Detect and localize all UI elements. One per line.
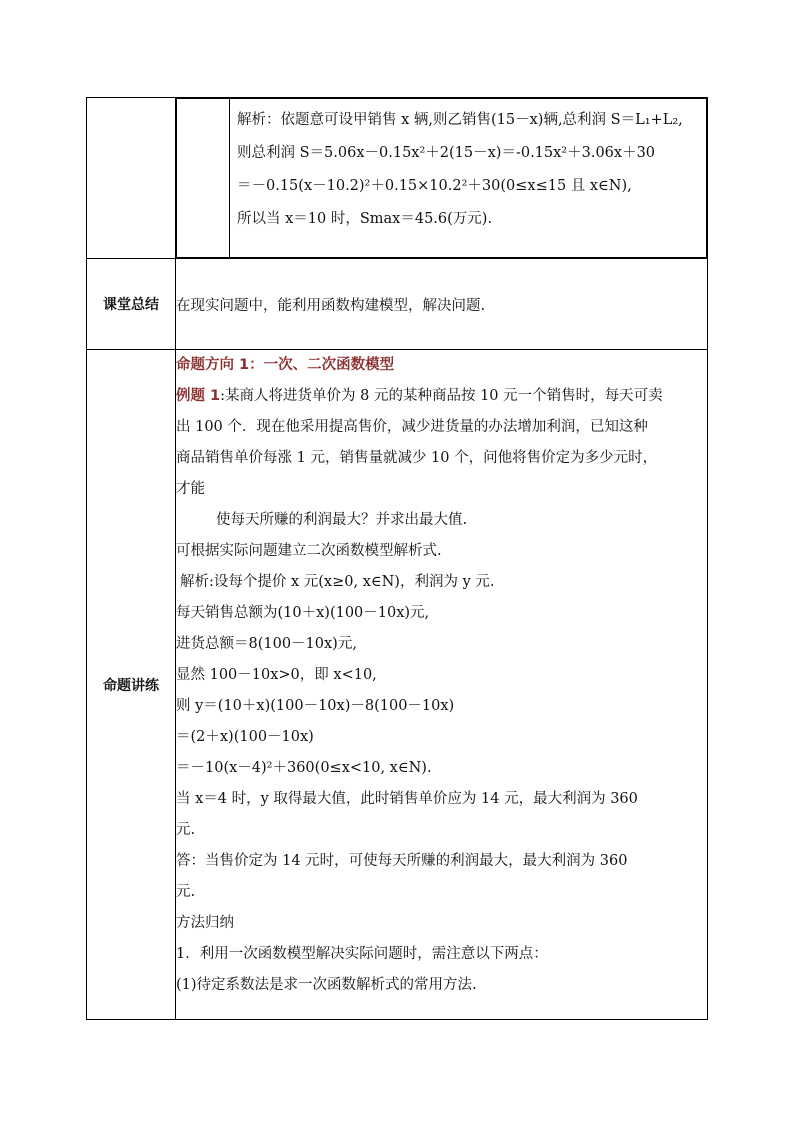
example-line-5: 使每天所赚的利润最大？并求出最大值. (216, 512, 468, 528)
training-line-8: 每天销售总额为(10＋x)(100－10x)元, (176, 605, 430, 621)
analysis-row (87, 98, 708, 259)
training-line-10: 显然 100－10x>0，即 x<10, (176, 667, 377, 683)
training-line-16: 答：当售价定为 14 元时，可使每天所赚的利润最大，最大利润为 360 (176, 853, 628, 869)
training-line-18: 方法归纳 (176, 915, 234, 931)
summary-text: 在现实问题中，能利用函数构建模型，解决问题. (176, 259, 708, 350)
training-line-19: 1．利用一次函数模型解决实际问题时，需注意以下两点： (176, 946, 548, 962)
example-line-2: 出 100 个．现在他采用提高售价，减少进货量的办法增加利润，已知这种 (176, 419, 648, 435)
summary-row (87, 259, 708, 350)
training-line-20: (1)待定系数法是求一次函数解析式的常用方法. (176, 977, 477, 993)
training-content-cell (176, 350, 708, 1020)
analysis-row-label-cell (87, 98, 176, 259)
analysis-line-1: 解析：依题意可设甲销售 x 辆,则乙销售(15－x)辆,总利润 S＝L₁+L₂, (237, 112, 683, 128)
analysis-line-3: ＝－0.15(x－10.2)²＋0.15×10.2²＋30(0≤x≤15 且 x∈N), (237, 178, 632, 194)
analysis-line-4: 所以当 x＝10 时，Smax＝45.6(万元). (237, 211, 493, 227)
training-line-12: ＝(2＋x)(100－10x) (176, 729, 314, 745)
analysis-line-2: 则总利润 S＝5.06x－0.15x²＋2(15－x)＝-0.15x²＋3.06x＋30 (237, 145, 656, 161)
training-heading: 命题方向 1：一次、二次函数模型 (176, 357, 395, 373)
example-line-4: 才能 (176, 481, 205, 497)
training-line-15: 元. (176, 822, 196, 838)
training-line-17: 元. (176, 884, 196, 900)
example-text-1: :某商人将进货单价为 8 元的某种商品按 10 元一个销售时，每天可卖 (220, 388, 663, 404)
training-line-6: 可根据实际问题建立二次函数模型解析式. (176, 543, 442, 559)
training-label: 命题讲练 (87, 350, 176, 1020)
training-line-11: 则 y＝(10＋x)(100－10x)－8(100－10x) (176, 698, 455, 714)
training-line-13: ＝－10(x－4)²＋360(0≤x<10, x∈N). (176, 760, 432, 776)
training-line-14: 当 x＝4 时，y 取得最大值，此时销售单价应为 14 元，最大利润为 360 (176, 791, 638, 807)
analysis-content-cell (176, 98, 708, 259)
analysis-spacer-cell (177, 99, 230, 258)
example-line-1 (176, 381, 707, 412)
lesson-table (86, 97, 708, 1020)
example-label: 例题 1 (176, 388, 221, 404)
summary-label: 课堂总结 (87, 259, 176, 350)
training-line-9: 进货总额＝8(100－10x)元, (176, 636, 357, 652)
training-row (87, 350, 708, 1020)
training-line-7: 解析:设每个提价 x 元(x≥0, x∈N)，利润为 y 元. (180, 574, 495, 590)
example-line-3: 商品销售单价每涨 1 元，销售量就减少 10 个，问他将售价定为多少元时， (176, 450, 658, 466)
